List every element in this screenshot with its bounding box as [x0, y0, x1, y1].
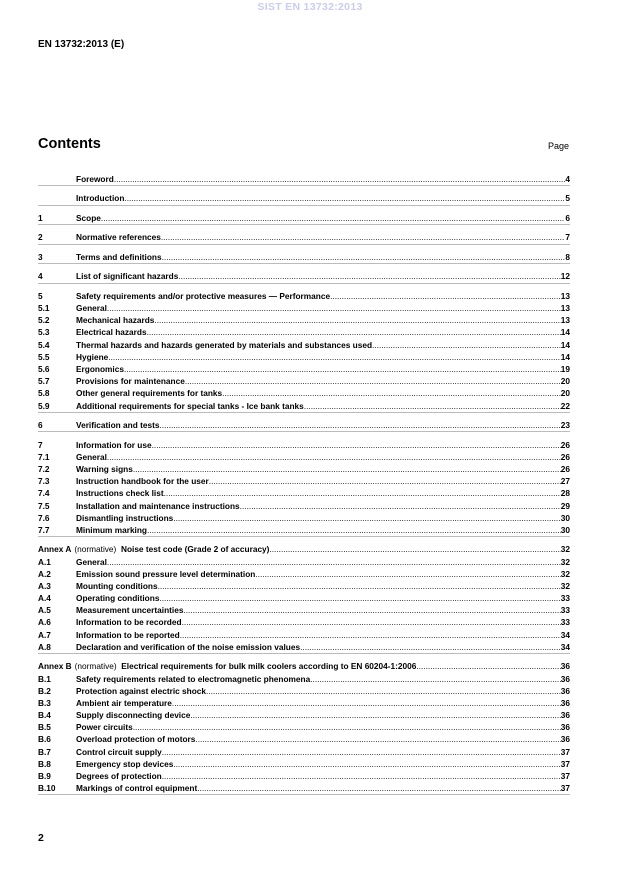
toc-entry-text: Measurement uncertainties: [76, 605, 184, 616]
toc-entry-text: Hygiene: [76, 351, 109, 362]
toc-entry[interactable]: [38, 616, 570, 628]
toc-entry-text: Instruction handbook for the user: [76, 476, 209, 487]
toc-entry-page: 36: [560, 685, 570, 696]
toc-entry-title: [76, 487, 164, 499]
toc-entry-number: 7.2: [38, 463, 50, 474]
toc-entry-page: 27: [560, 476, 570, 487]
toc-entry-text: List of significant hazards: [76, 271, 179, 282]
toc-entry-page: 29: [560, 500, 570, 511]
toc-entry-title: [76, 685, 206, 697]
toc-entry-title: [76, 475, 209, 487]
toc-entry-text: Dismantling instructions: [76, 512, 174, 523]
toc-entry-title: [76, 231, 161, 243]
toc-entry-text: General: [76, 556, 107, 567]
toc-entry-page: 12: [560, 271, 570, 282]
toc-entry[interactable]: [38, 697, 570, 709]
toc-leader-dots: [183, 604, 560, 616]
toc-entry-page: 26: [560, 451, 570, 462]
toc-entry[interactable]: [38, 543, 570, 555]
toc-leader-dots: [107, 451, 561, 463]
toc-entry[interactable]: [38, 475, 570, 487]
toc-entry-text: General: [76, 451, 107, 462]
toc-entry-text: Warning signs: [76, 463, 133, 474]
toc-leader-dots: [107, 302, 561, 314]
toc-entry-title: [74, 543, 269, 555]
toc-entry-page: 26: [560, 463, 570, 474]
toc-entry-number: A.4: [38, 593, 51, 604]
toc-leader-dots: [255, 568, 560, 580]
toc-entry-title: [76, 641, 300, 653]
toc-entry-number: B.9: [38, 771, 51, 782]
toc-entry-title: [76, 592, 159, 604]
toc-leader-dots: [101, 212, 565, 224]
toc-entry-page: 13: [560, 290, 570, 301]
toc-leader-dots: [304, 400, 561, 412]
toc-entry-number: 4: [38, 271, 43, 282]
toc-entry-title: [76, 512, 173, 524]
toc-entry[interactable]: [38, 192, 570, 205]
toc-entry-number: B.10: [38, 783, 56, 794]
toc-entry-text: Information for use: [76, 439, 152, 450]
toc-entry-page: 33: [560, 617, 570, 628]
toc-entry-page: 20: [560, 376, 570, 387]
toc-entry[interactable]: [38, 568, 570, 580]
toc-entry-page: 20: [560, 388, 570, 399]
toc-leader-dots: [133, 721, 561, 733]
toc-leader-dots: [107, 556, 561, 568]
toc-entry[interactable]: [38, 641, 570, 654]
toc-entry-number: A.1: [38, 556, 51, 567]
toc-entry-title: [76, 770, 162, 782]
toc-entry-page: 22: [560, 400, 570, 411]
toc-entry-text: Emergency stop devices: [76, 758, 174, 769]
toc-entry[interactable]: [38, 439, 570, 451]
toc-entry-text: Ambient air temperature: [76, 697, 172, 708]
toc-entry-title: [76, 387, 222, 399]
toc-entry-text: Power circuits: [76, 722, 133, 733]
toc-entry[interactable]: [38, 463, 570, 475]
toc-entry-number: 5.5: [38, 351, 50, 362]
toc-entry-text: Protection against electric shock: [76, 685, 207, 696]
toc-entry-number: Annex B: [38, 661, 72, 672]
toc-entry-text: Degrees of protection: [76, 771, 162, 782]
toc-entry-title: [76, 363, 124, 375]
toc-entry-number: A.8: [38, 641, 51, 652]
toc-entry[interactable]: [38, 500, 570, 512]
toc-entry[interactable]: [38, 709, 570, 721]
toc-leader-dots: [162, 746, 561, 758]
toc-entry-page: 34: [560, 641, 570, 652]
toc-entry-number: B.2: [38, 685, 51, 696]
toc-leader-dots: [124, 363, 561, 375]
toc-entry-number: 5.1: [38, 303, 50, 314]
toc-entry-number: Annex A: [38, 544, 72, 555]
toc-entry[interactable]: [38, 363, 570, 375]
toc-entry-text: Instructions check list: [76, 488, 164, 499]
toc-entry-page: 37: [560, 783, 570, 794]
toc-entry-number: 3: [38, 251, 43, 262]
toc-entry-page: 36: [560, 661, 570, 672]
toc-entry-title: [76, 419, 159, 431]
toc-entry-page: 14: [560, 351, 570, 362]
toc-entry[interactable]: [38, 604, 570, 616]
toc-entry-title: [76, 451, 107, 463]
toc-entry-text: Minimum marking: [76, 524, 147, 535]
toc-leader-dots: [173, 512, 561, 524]
contents-title: Contents: [38, 136, 101, 152]
toc-entry-page: 36: [560, 673, 570, 684]
toc-entry-text: Introduction: [76, 193, 125, 204]
toc-entry-text: Electrical requirements for bulk milk coolers according to EN 60204-1:2006: [121, 661, 417, 672]
toc-entry-title: [76, 733, 195, 745]
toc-entry[interactable]: [38, 400, 570, 413]
toc-entry-page: 5: [565, 193, 570, 204]
toc-leader-dots: [178, 270, 560, 282]
toc-entry[interactable]: [38, 173, 570, 186]
toc-entry-number: 5.8: [38, 388, 50, 399]
toc-entry[interactable]: [38, 419, 570, 432]
toc-leader-dots: [161, 231, 566, 243]
toc-entry-text: Verification and tests: [76, 420, 160, 431]
toc-leader-dots: [108, 351, 560, 363]
toc-entry[interactable]: [38, 251, 570, 264]
toc-entry[interactable]: [38, 375, 570, 387]
toc-entry-text: Thermal hazards and hazards generated by materials and substances used: [76, 339, 373, 350]
toc-entry-text: Supply disconnecting device: [76, 710, 191, 721]
toc-entry-title: [76, 782, 197, 794]
toc-leader-dots: [240, 500, 561, 512]
toc-entry[interactable]: [38, 673, 570, 685]
toc-entry-number: 5.2: [38, 315, 50, 326]
toc-entry-page: 37: [560, 758, 570, 769]
toc-entry[interactable]: [38, 758, 570, 770]
toc-entry-number: B.8: [38, 758, 51, 769]
annex-normative-label: (normative): [74, 544, 117, 555]
toc-leader-dots: [209, 475, 561, 487]
toc-entry[interactable]: [38, 524, 570, 537]
toc-entry-number: B.3: [38, 697, 51, 708]
toc-leader-dots: [180, 629, 561, 641]
toc-entry[interactable]: [38, 451, 570, 463]
toc-entry-title: [76, 326, 147, 338]
toc-entry-page: 36: [560, 734, 570, 745]
toc-entry-page: 32: [560, 580, 570, 591]
toc-entry-text: Other general requirements for tanks: [76, 388, 223, 399]
toc-entry-page: 14: [560, 327, 570, 338]
toc-entry-title: [76, 604, 183, 616]
toc-entry-text: Mechanical hazards: [76, 315, 155, 326]
toc-entry-number: 2: [38, 232, 43, 243]
toc-entry-number: 5: [38, 290, 43, 301]
toc-leader-dots: [162, 770, 561, 782]
toc-leader-dots: [300, 641, 561, 653]
toc-entry-text: Normative references: [76, 232, 161, 243]
toc-leader-dots: [154, 314, 560, 326]
toc-entry-number: B.1: [38, 673, 51, 684]
toc-leader-dots: [162, 251, 566, 263]
toc-entry[interactable]: [38, 314, 570, 326]
toc-leader-dots: [182, 616, 561, 628]
toc-entry-title: [76, 270, 178, 282]
toc-entry-title: [76, 400, 304, 412]
toc-leader-dots: [190, 709, 560, 721]
toc-entry-title: [76, 709, 190, 721]
toc-entry-title: [76, 556, 107, 568]
toc-entry-text: Markings of control equipment: [76, 783, 198, 794]
toc-entry-text: Emission sound pressure level determination: [76, 568, 256, 579]
toc-entry-page: 14: [560, 339, 570, 350]
toc-entry-title: [76, 251, 162, 263]
toc-entry[interactable]: [38, 721, 570, 733]
toc-entry-page: 37: [560, 746, 570, 757]
toc-entry-text: Installation and maintenance instructions: [76, 500, 240, 511]
toc-entry-number: 7.3: [38, 476, 50, 487]
toc-entry-title: [76, 524, 147, 536]
toc-leader-dots: [173, 758, 560, 770]
toc-entry-number: B.4: [38, 710, 51, 721]
toc-leader-dots: [159, 419, 560, 431]
toc-entry-text: Safety requirements and/or protective measures — Performance: [76, 290, 331, 301]
toc-entry-title: [76, 758, 173, 770]
toc-entry-title: [76, 339, 372, 351]
toc-leader-dots: [152, 439, 561, 451]
toc-entry[interactable]: [38, 685, 570, 697]
toc-entry[interactable]: [38, 660, 570, 672]
toc-entry-title: [76, 212, 101, 224]
toc-leader-dots: [195, 733, 560, 745]
toc-entry-page: 30: [560, 512, 570, 523]
toc-entry-text: Scope: [76, 212, 101, 223]
toc-leader-dots: [185, 375, 561, 387]
toc-entry-title: [76, 375, 185, 387]
toc-entry-title: [76, 192, 124, 204]
toc-entry-page: 28: [560, 488, 570, 499]
toc-entry-title: [76, 290, 330, 302]
toc-leader-dots: [197, 782, 561, 794]
toc-entry[interactable]: [38, 770, 570, 782]
toc-entry-number: 5.4: [38, 339, 50, 350]
toc-entry-number: A.2: [38, 568, 51, 579]
toc-entry-title: [75, 660, 417, 672]
toc-entry-number: B.5: [38, 722, 51, 733]
toc-entry-number: 7.5: [38, 500, 50, 511]
toc-entry[interactable]: [38, 556, 570, 568]
toc-entry[interactable]: [38, 580, 570, 592]
toc-leader-dots: [172, 697, 561, 709]
toc-entry-title: [76, 173, 114, 185]
toc-entry-number: 1: [38, 212, 43, 223]
toc-entry[interactable]: [38, 326, 570, 338]
toc-entry-number: 5.6: [38, 364, 50, 375]
toc-entry-page: 23: [560, 420, 570, 431]
toc-entry-number: 6: [38, 420, 43, 431]
page-column-label: Page: [547, 141, 569, 151]
toc-entry[interactable]: [38, 733, 570, 745]
toc-entry-page: 32: [560, 568, 570, 579]
toc-entry-text: Information to be recorded: [76, 617, 182, 628]
toc-entry-title: [76, 500, 240, 512]
toc-entry-text: General: [76, 303, 107, 314]
table-of-contents: [38, 173, 570, 802]
toc-entry-title: [76, 463, 133, 475]
toc-entry-page: 30: [560, 524, 570, 535]
watermark: SIST EN 13732:2013: [257, 1, 363, 13]
toc-entry-title: [76, 580, 158, 592]
toc-entry-page: 13: [560, 315, 570, 326]
toc-entry-title: [76, 439, 152, 451]
toc-entry-title: [76, 314, 154, 326]
toc-entry[interactable]: [38, 629, 570, 641]
annex-normative-label: (normative): [74, 661, 117, 672]
toc-leader-dots: [206, 685, 561, 697]
toc-entry[interactable]: [38, 782, 570, 795]
toc-entry-text: Noise test code (Grade 2 of accuracy): [120, 544, 270, 555]
document-id: EN 13732:2013 (E): [38, 39, 125, 50]
toc-entry[interactable]: [38, 746, 570, 758]
toc-entry-number: A.3: [38, 580, 51, 591]
toc-leader-dots: [222, 387, 561, 399]
toc-entry-text: Electrical hazards: [76, 327, 147, 338]
toc-entry-page: 32: [560, 556, 570, 567]
toc-entry-text: Mounting conditions: [76, 580, 158, 591]
toc-entry-number: 7.7: [38, 524, 50, 535]
toc-leader-dots: [310, 673, 561, 685]
toc-entry-text: Overload protection of motors: [76, 734, 196, 745]
toc-entry[interactable]: [38, 339, 570, 351]
toc-entry-page: 8: [565, 251, 570, 262]
toc-entry[interactable]: [38, 212, 570, 225]
toc-entry-text: Provisions for maintenance: [76, 376, 185, 387]
toc-entry-page: 36: [560, 697, 570, 708]
toc-leader-dots: [416, 660, 560, 672]
toc-entry-text: Control circuit supply: [76, 746, 162, 757]
toc-entry-title: [76, 721, 133, 733]
toc-entry-number: B.6: [38, 734, 51, 745]
toc-entry[interactable]: [38, 592, 570, 604]
toc-entry-page: 6: [565, 212, 570, 223]
toc-leader-dots: [133, 463, 561, 475]
toc-leader-dots: [147, 326, 561, 338]
toc-entry[interactable]: [38, 302, 570, 314]
toc-leader-dots: [147, 524, 561, 536]
page-number: 2: [38, 832, 44, 844]
toc-entry-page: 32: [560, 544, 570, 555]
toc-entry-number: 5.3: [38, 327, 50, 338]
toc-entry-title: [76, 629, 180, 641]
toc-entry-title: [76, 568, 255, 580]
toc-entry-text: Information to be reported: [76, 629, 180, 640]
toc-entry[interactable]: [38, 270, 570, 283]
toc-entry-text: Additional requirements for special tanks - Ice bank tanks: [76, 400, 304, 411]
toc-entry-title: [76, 302, 107, 314]
toc-entry[interactable]: [38, 487, 570, 499]
toc-entry-text: Operating conditions: [76, 593, 160, 604]
toc-leader-dots: [269, 543, 560, 555]
toc-entry-title: [76, 746, 162, 758]
toc-leader-dots: [372, 339, 561, 351]
toc-entry-number: 7.1: [38, 451, 50, 462]
toc-leader-dots: [330, 290, 561, 302]
toc-entry[interactable]: [38, 387, 570, 399]
toc-entry-page: 36: [560, 710, 570, 721]
toc-entry[interactable]: [38, 290, 570, 302]
toc-entry-number: 7: [38, 439, 43, 450]
toc-entry-text: Ergonomics: [76, 364, 124, 375]
toc-entry-page: 7: [565, 232, 570, 243]
toc-entry-number: A.7: [38, 629, 51, 640]
toc-entry-text: Foreword: [76, 174, 114, 184]
toc-leader-dots: [159, 592, 560, 604]
toc-leader-dots: [114, 173, 566, 185]
toc-entry-text: Declaration and verification of the noise emission values: [76, 641, 301, 652]
toc-entry-page: 37: [560, 771, 570, 782]
toc-entry-page: 19: [560, 364, 570, 375]
toc-entry-number: B.7: [38, 746, 51, 757]
toc-entry-number: 5.7: [38, 376, 50, 387]
toc-entry-title: [76, 673, 310, 685]
toc-entry-number: 5.9: [38, 400, 50, 411]
toc-entry-page: 4: [565, 174, 570, 184]
toc-entry-text: Terms and definitions: [76, 251, 162, 262]
toc-entry[interactable]: [38, 351, 570, 363]
toc-entry-title: [76, 697, 172, 709]
toc-leader-dots: [124, 192, 565, 204]
toc-entry-page: 36: [560, 722, 570, 733]
toc-entry-title: [76, 351, 108, 363]
toc-entry-page: 13: [560, 303, 570, 314]
toc-entry-page: 33: [560, 605, 570, 616]
toc-entry-page: 26: [560, 439, 570, 450]
toc-entry-title: [76, 616, 182, 628]
toc-entry-number: A.5: [38, 605, 51, 616]
toc-entry[interactable]: [38, 231, 570, 244]
toc-entry-text: Safety requirements related to electromagnetic phenomena: [76, 673, 311, 684]
toc-leader-dots: [164, 487, 561, 499]
toc-entry-number: 7.6: [38, 512, 50, 523]
toc-entry-number: 7.4: [38, 488, 50, 499]
toc-entry[interactable]: [38, 512, 570, 524]
toc-entry-number: A.6: [38, 617, 51, 628]
toc-leader-dots: [158, 580, 561, 592]
toc-entry-page: 34: [560, 629, 570, 640]
toc-entry-page: 33: [560, 593, 570, 604]
